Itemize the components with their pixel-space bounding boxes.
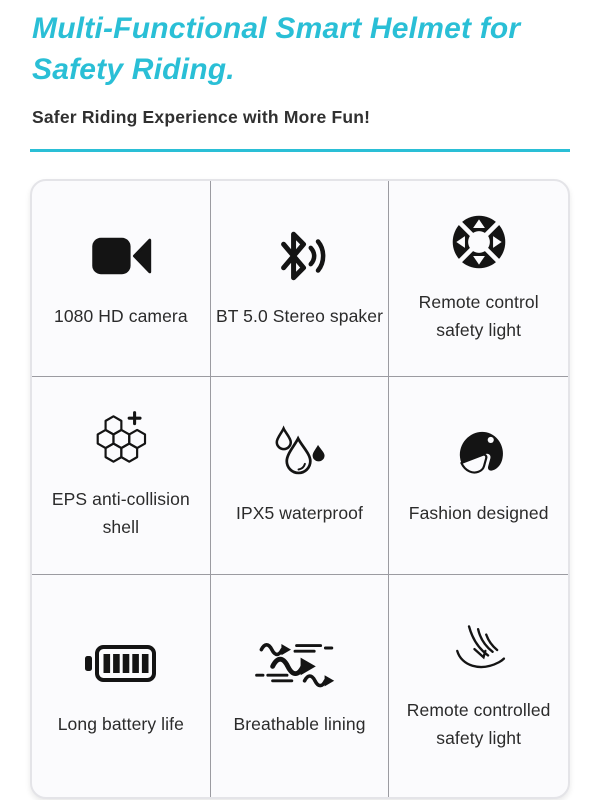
feature-label: Remote controlled safety light (406, 699, 551, 748)
feature-label: Remote control safety light (418, 292, 539, 341)
feature-cell-remote-controlled (389, 575, 568, 797)
page-subtitle: Safer Riding Experience with More Fun! (32, 106, 371, 127)
battery-icon (84, 634, 158, 694)
camera-icon (90, 226, 152, 286)
feature-label: 1080 HD camera (53, 306, 188, 327)
feature-cell-eps-shell (32, 377, 211, 575)
feature-label: Long battery life (57, 713, 184, 734)
feature-cell-battery (32, 575, 211, 797)
feature-grid (30, 179, 570, 799)
feature-cell-remote-control (389, 181, 568, 377)
feather-icon (450, 620, 508, 680)
dpad-remote-icon (450, 212, 508, 272)
page-title: Multi-Functional Smart Helmet for Safety Riding. (32, 12, 521, 87)
feature-cell-waterproof (211, 377, 390, 575)
airflow-icon (255, 634, 343, 694)
feature-cell-breathable (211, 575, 390, 797)
feature-label: Fashion designed (408, 503, 549, 524)
feature-label: Breathable lining (233, 713, 366, 734)
feature-cell-fashion (389, 377, 568, 575)
feature-label: BT 5.0 Stereo spaker (215, 306, 384, 327)
waterdrops-icon (270, 423, 328, 483)
feature-cell-hd-camera (32, 181, 211, 377)
feature-cell-bt-speaker (211, 181, 390, 377)
page-header (0, 0, 600, 128)
bluetooth-speaker-icon (270, 226, 328, 286)
feature-label: IPX5 waterproof (236, 503, 363, 524)
helmet-icon (450, 423, 508, 483)
accent-divider (30, 149, 570, 152)
feature-label: EPS anti-collision shell (51, 489, 190, 538)
honeycomb-shell-icon (92, 409, 150, 469)
